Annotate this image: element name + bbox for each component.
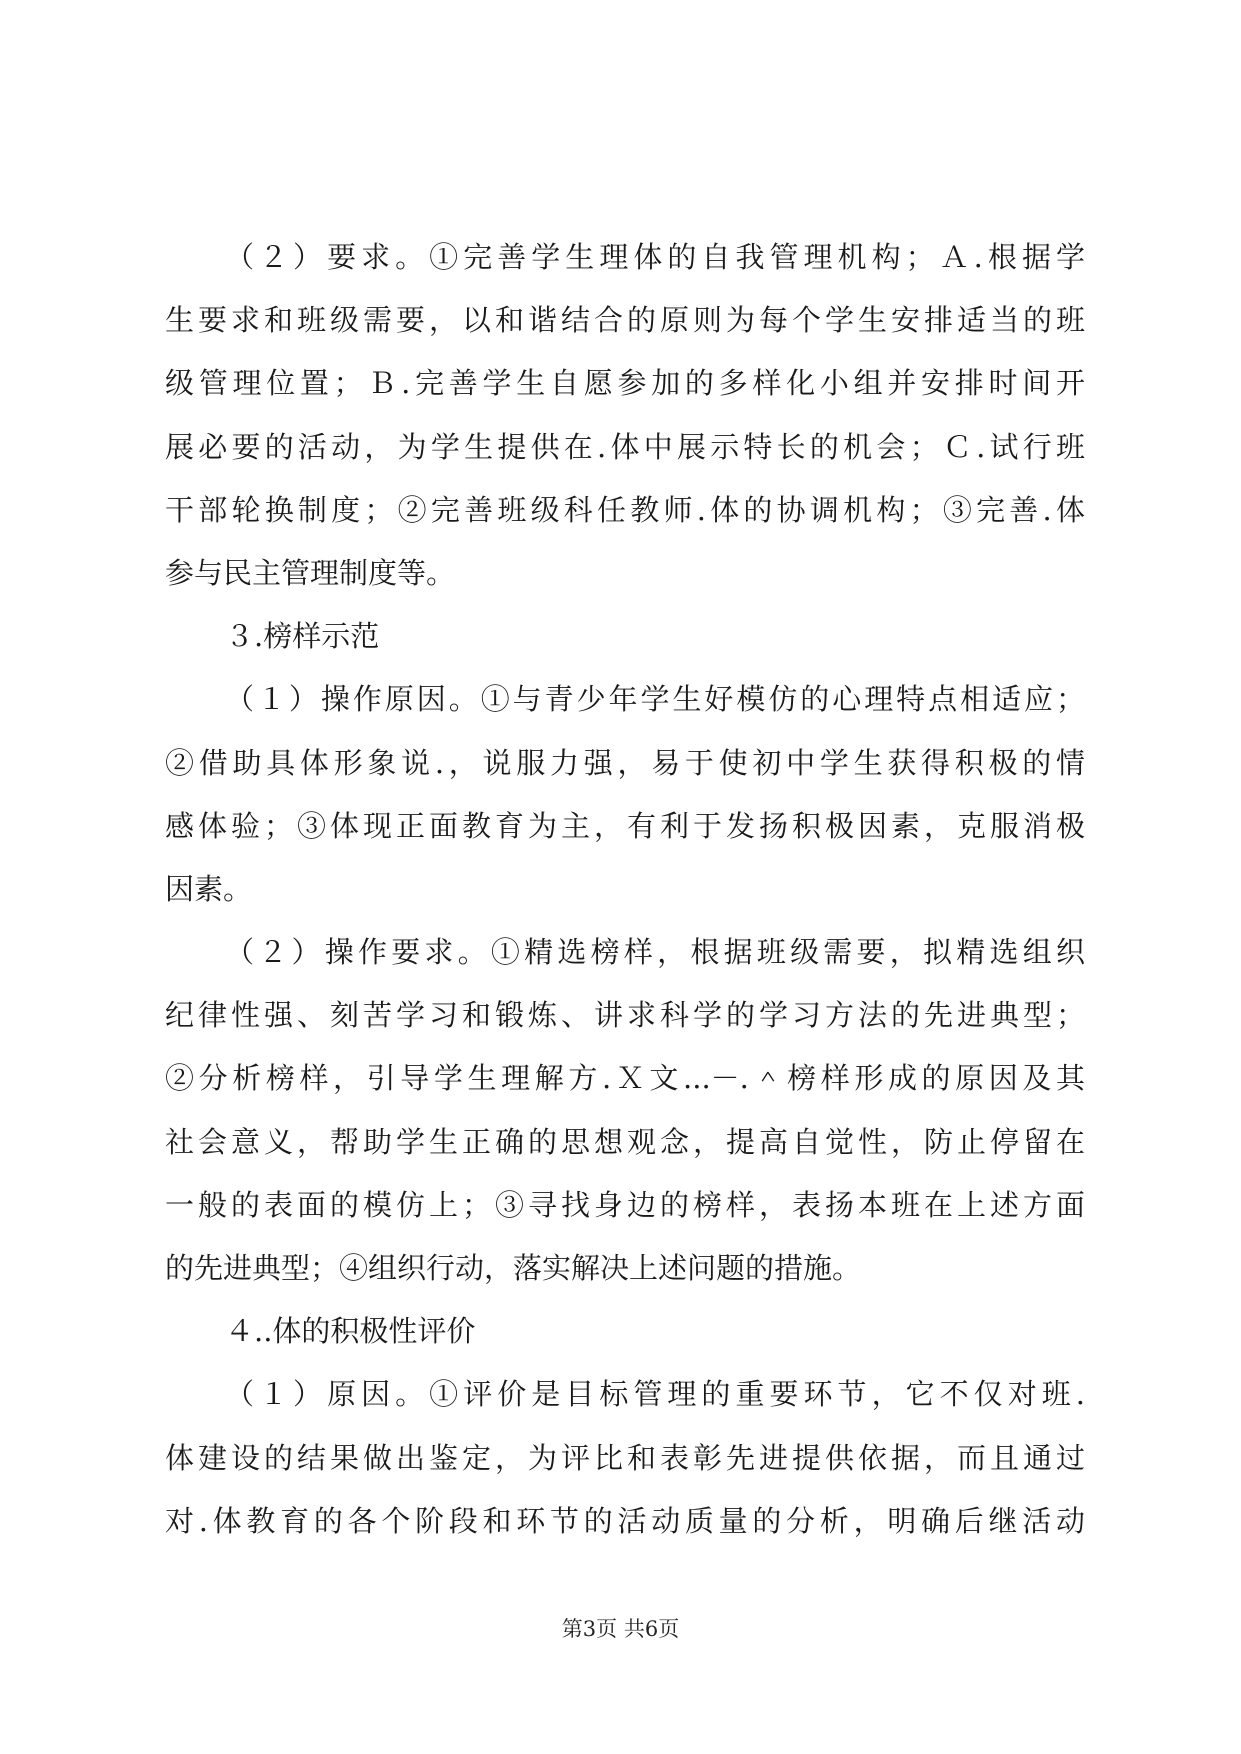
text-line: ４..体的积极性评价 <box>225 1314 476 1349</box>
text-line: ３.榜样示范 <box>225 619 380 654</box>
text-line: 因素。 <box>165 871 253 906</box>
text-line: 纪律性强、刻苦学习和锻炼、讲求科学的学习方法的先进典型； <box>165 998 1085 1033</box>
text-line: 一般的表面的模仿上；③寻找身边的榜样，表扬本班在上述方面 <box>165 1187 1085 1222</box>
text-line: ②分析榜样，引导学生理解方.Ｘ文...－.＾榜样形成的原因及其 <box>165 1061 1085 1096</box>
text-line: 社会意义，帮助学生正确的思想观念，提高自觉性，防止停留在 <box>165 1124 1085 1159</box>
text-line: （１）操作原因。①与青少年学生好模仿的心理特点相适应； <box>225 682 1085 717</box>
text-line: 感体验；③体现正面教育为主，有利于发扬积极因素，克服消极 <box>165 808 1085 843</box>
text-line: 参与民主管理制度等。 <box>165 555 456 590</box>
text-line: 体建设的结果做出鉴定，为评比和表彰先进提供依据，而且通过 <box>165 1440 1085 1475</box>
text-line: （１）原因。①评价是目标管理的重要环节，它不仅对班. <box>225 1377 1085 1412</box>
text-line: 级管理位置；Ｂ.完善学生自愿参加的多样化小组并安排时间开 <box>165 366 1085 401</box>
text-line: 生要求和班级需要，以和谐结合的原则为每个学生安排适当的班 <box>165 303 1085 338</box>
document-body <box>165 226 1085 1553</box>
text-line: 展必要的活动，为学生提供在.体中展示特长的机会；Ｃ.试行班 <box>165 429 1085 464</box>
text-line: （２）要求。①完善学生理体的自我管理机构；Ａ.根据学 <box>225 240 1085 274</box>
text-line: （２）操作要求。①精选榜样，根据班级需要，拟精选组织 <box>225 935 1085 970</box>
page-footer: 第3页 共6页 <box>561 1617 680 1641</box>
text-line: 的先进典型；④组织行动，落实解决上述问题的措施。 <box>165 1251 862 1285</box>
text-line: 干部轮换制度；②完善班级科任教师.体的协调机构；③完善.体 <box>165 492 1085 527</box>
text-line: ②借助具体形象说.，说服力强，易于使初中学生获得积极的情 <box>165 745 1085 780</box>
text-line: 对.体教育的各个阶段和环节的活动质量的分析，明确后继活动 <box>165 1503 1085 1538</box>
